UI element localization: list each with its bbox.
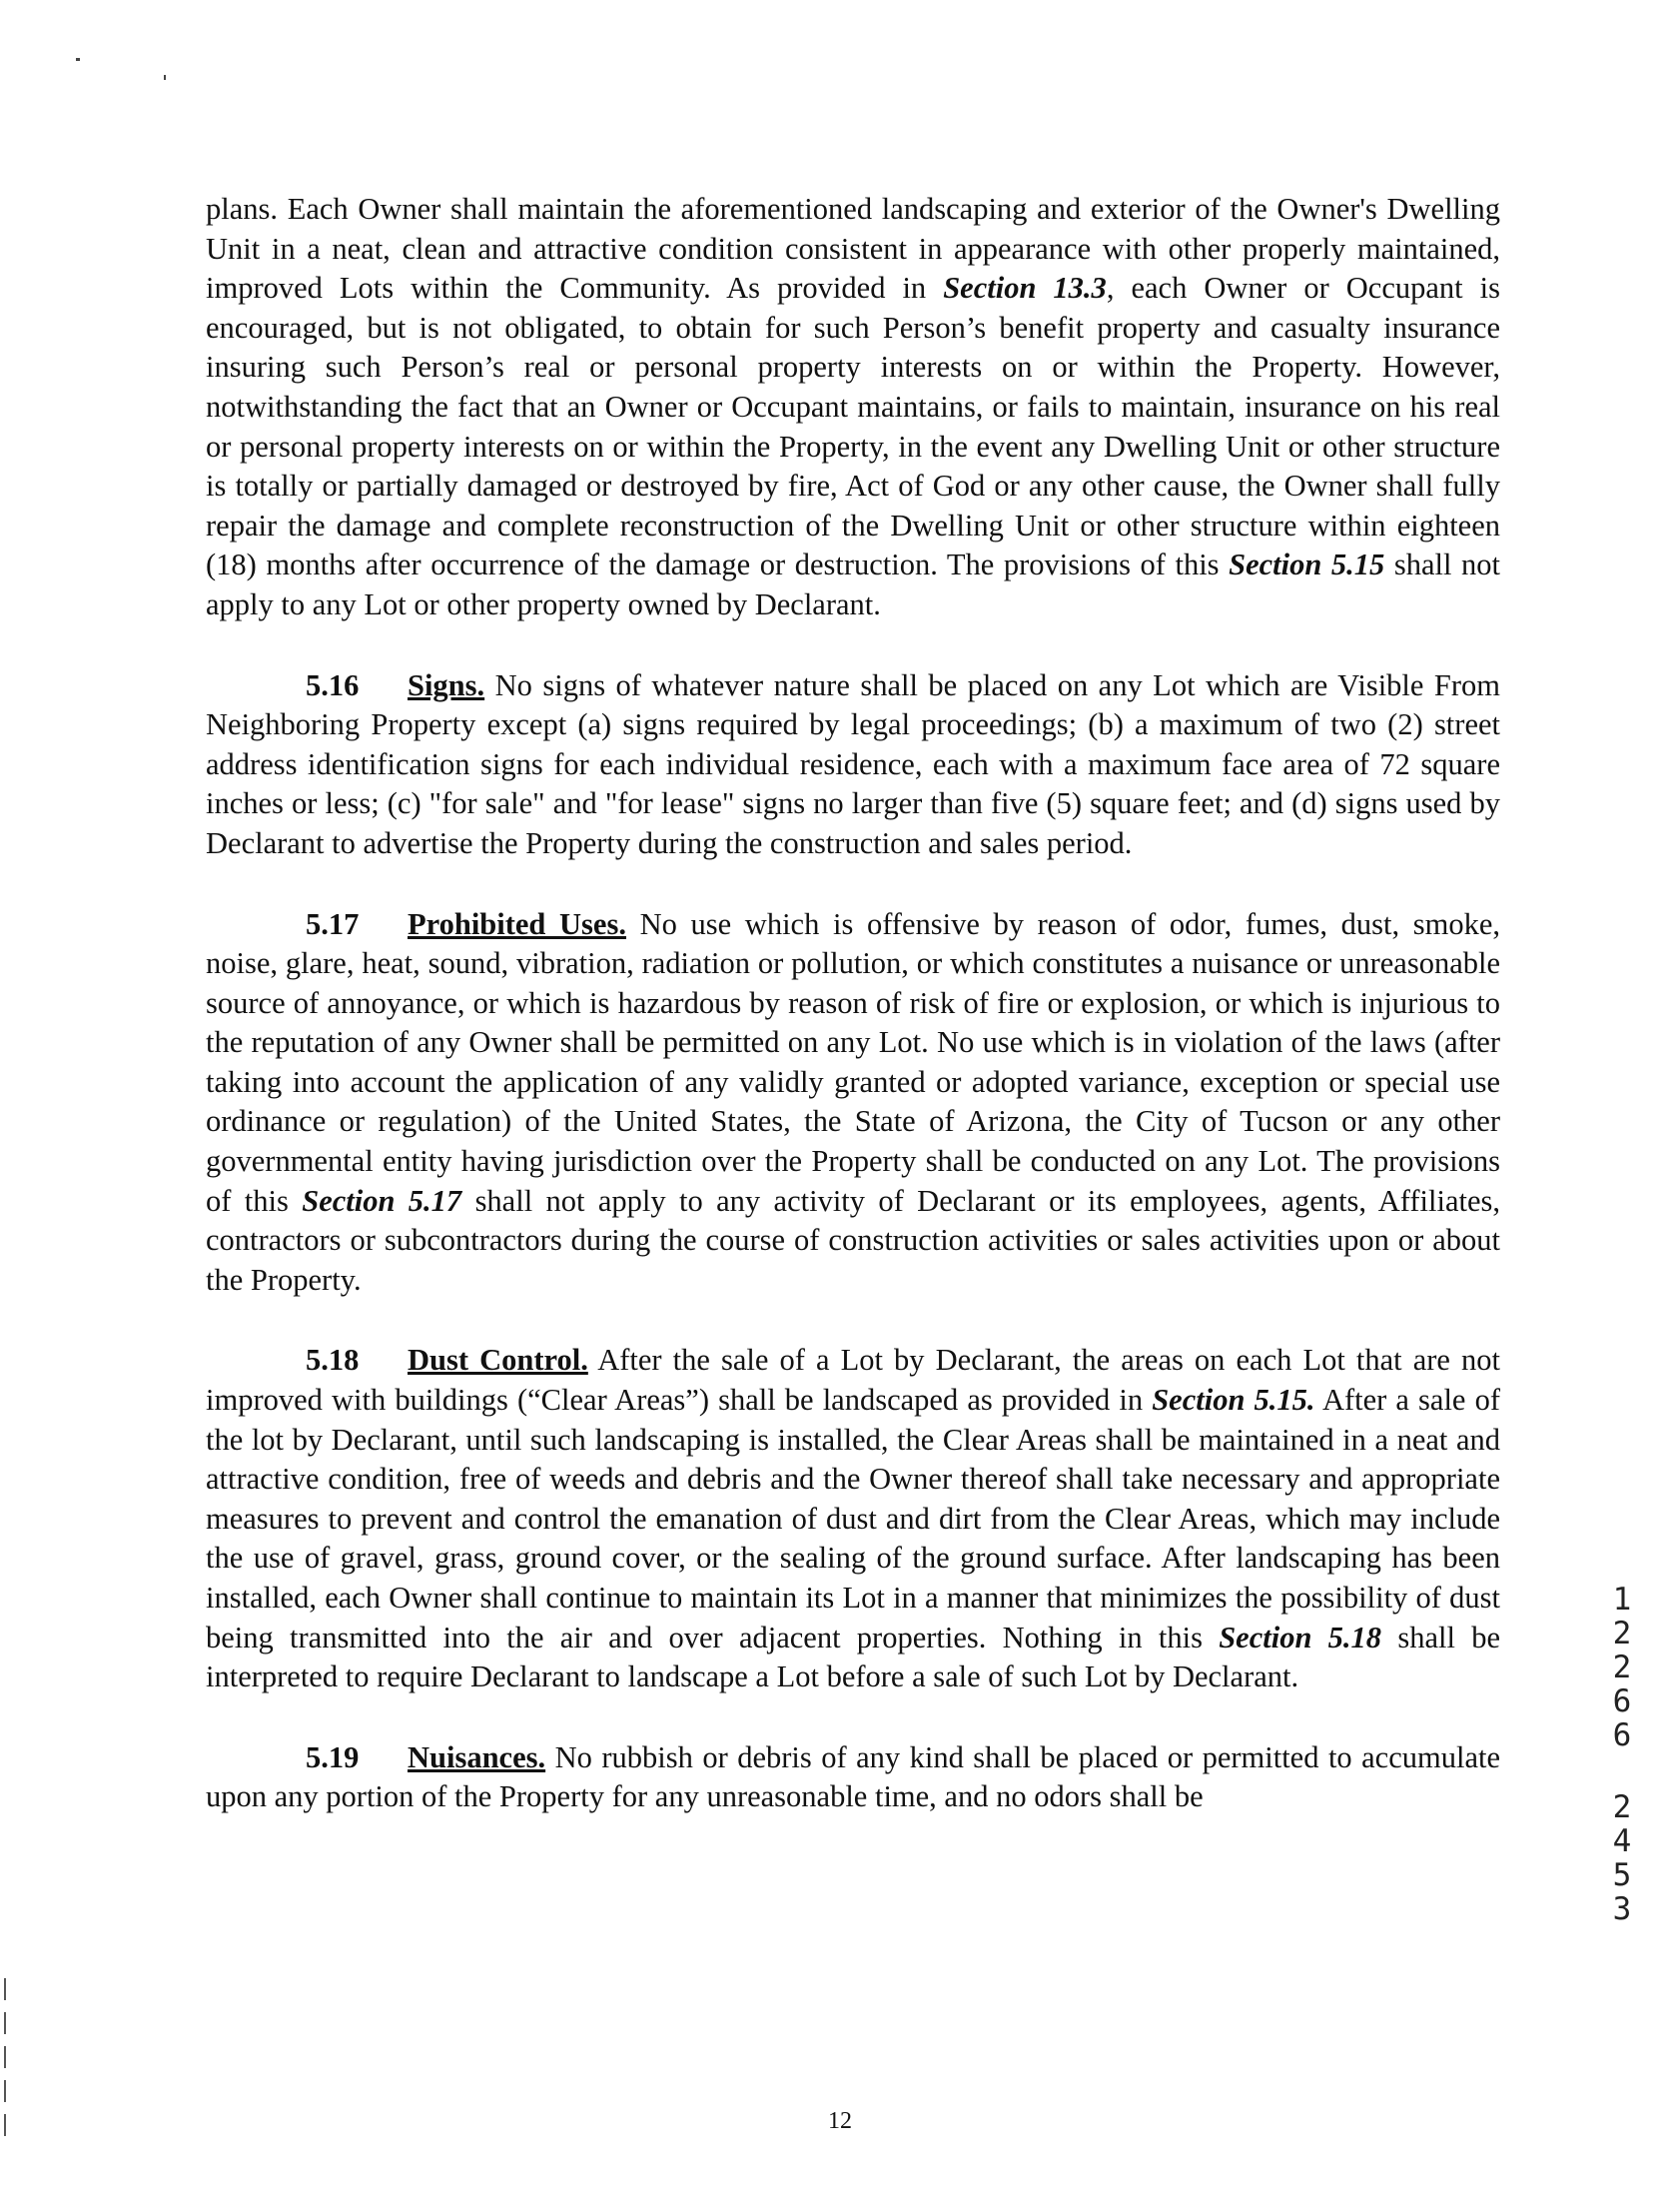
scan-speck — [76, 58, 80, 61]
section-number: 5.17 — [306, 906, 360, 941]
section-reference: Section 5.18 — [1219, 1620, 1382, 1654]
section-number: 5.16 — [306, 667, 360, 702]
paragraph-continued: plans. Each Owner shall maintain the aforementioned landscaping and exterior of the Owner's Dwelling Unit in a neat, clean and attractive condition consistent in appearance with other properly maintained, improved Lots within the Community. As provided in Section 13.3, each Owner or Occupant is encouraged, but is not obligated, to obtain for such Person’s benefit property and casualty insurance insuring such Person’s real or personal property interests on or within the Property. However, notwithstanding the fact that an Owner or Occupant maintains, or fails to maintain, insurance on his real or personal property interests on or within the Property, in the event any Dwelling Unit or other structure is totally or partially damaged or destroyed by fire, Act of God or any other cause, the Owner shall fully repair the damage and complete reconstruction of the Dwelling Unit or other structure within eighteen (18) months after occurrence of the damage or destruction. The provisions of this Section 5.15 shall not apply to any Lot or other property owned by Declarant. — [206, 192, 1500, 621]
stamp-digit: 3 — [1612, 1891, 1632, 1927]
section-5-17: 5.17 Prohibited Uses. No use which is offensive by reason of odor, fumes, dust, smoke, noise, glare, heat, sound, vibration, radiation or pollution, or which constitutes a nuisance or unreasonable source of annoyance, or which is hazardous by reason of risk of fire or explosion, or which is injurious to the reputation of any Owner shall be permitted on any Lot. No use which is in violation of the laws (after taking into account the application of any validly granted or adopted variance, exception or special use ordinance or regulation) of the United States, the State of Arizona, the City of Tucson or any other governmental entity having jurisdiction over the Property shall be conducted on any Lot. The provisions of this Section 5.17 shall not apply to any activity of Declarant or its employees, agents, Affiliates, contractors or subcontractors during the course of construction activities or sales activities upon or about the Property. — [206, 906, 1501, 1297]
section-title: Dust Control. — [408, 1343, 588, 1378]
scan-speck — [164, 75, 166, 80]
section-5-18: 5.18 Dust Control. After the sale of a Lot by Declarant, the areas on each Lot that are not improved with buildings (“Clear Areas”) shall be landscaped as provided in Section 5.15. After a sale of the lot by Declarant, until such landscaping is installed, the Clear Areas shall be maintained in a neat and attractive condition, free of weeds and debris and the Owner thereof shall take necessary and appropriate measures to prevent and control the emanation of dust and dirt from the Clear Areas, which may include the use of gravel, grass, ground cover, or the sealing of the ground surface. After landscaping has been installed, each Owner shall continue to maintain its Lot in a manner that minimizes the possibility of dust being transmitted into the air and over adjacent properties. Nothing in this Section 5.18 shall be interpreted to require Declarant to landscape a Lot before a sale of such Lot by Declarant. — [206, 1343, 1500, 1694]
stamp-group-2 — [1602, 1790, 1642, 1926]
stamp-digit: 2 — [1612, 1650, 1632, 1685]
page-number: 12 — [828, 2108, 852, 2134]
document-body — [206, 190, 1500, 1858]
section-number: 5.19 — [306, 1739, 360, 1774]
stamp-digit: 1 — [1612, 1582, 1632, 1618]
section-5-16: 5.16 Signs. No signs of whatever nature shall be placed on any Lot which are Visible From Neighboring Property except (a) signs required by legal proceedings; (b) a maximum of two (2) street address identification signs for each individual residence, each with a maximum face area of 72 square inches or less; (c) "for sale" and "for lease" signs no larger than five (5) square feet; and (d) signs used by Declarant to advertise the Property during the construction and sales period. — [206, 667, 1500, 860]
section-number: 5.18 — [306, 1343, 360, 1378]
stamp-group-1 — [1602, 1583, 1642, 1752]
stamp-digit: 6 — [1612, 1717, 1632, 1753]
section-reference: Section 5.17 — [302, 1183, 462, 1218]
section-title: Signs. — [408, 667, 485, 702]
recording-number-stamp — [1602, 1583, 1642, 1926]
section-reference: Section 5.15. — [1152, 1383, 1315, 1418]
stamp-digit: 4 — [1612, 1823, 1632, 1859]
stamp-digit: 2 — [1612, 1616, 1632, 1651]
section-reference: Section 13.3 — [943, 271, 1107, 306]
section-5-19: 5.19 Nuisances. No rubbish or debris of any kind shall be placed or permitted to accumulate upon any portion of the Property for any unreasonable time, and no odors shall be — [206, 1739, 1500, 1814]
section-title: Prohibited Uses. — [408, 906, 626, 941]
section-title: Nuisances. — [408, 1739, 546, 1774]
section-reference: Section 5.15 — [1229, 548, 1385, 582]
stamp-digit: 6 — [1612, 1683, 1632, 1719]
stamp-digit: 2 — [1612, 1789, 1632, 1825]
stamp-digit: 5 — [1612, 1857, 1632, 1893]
